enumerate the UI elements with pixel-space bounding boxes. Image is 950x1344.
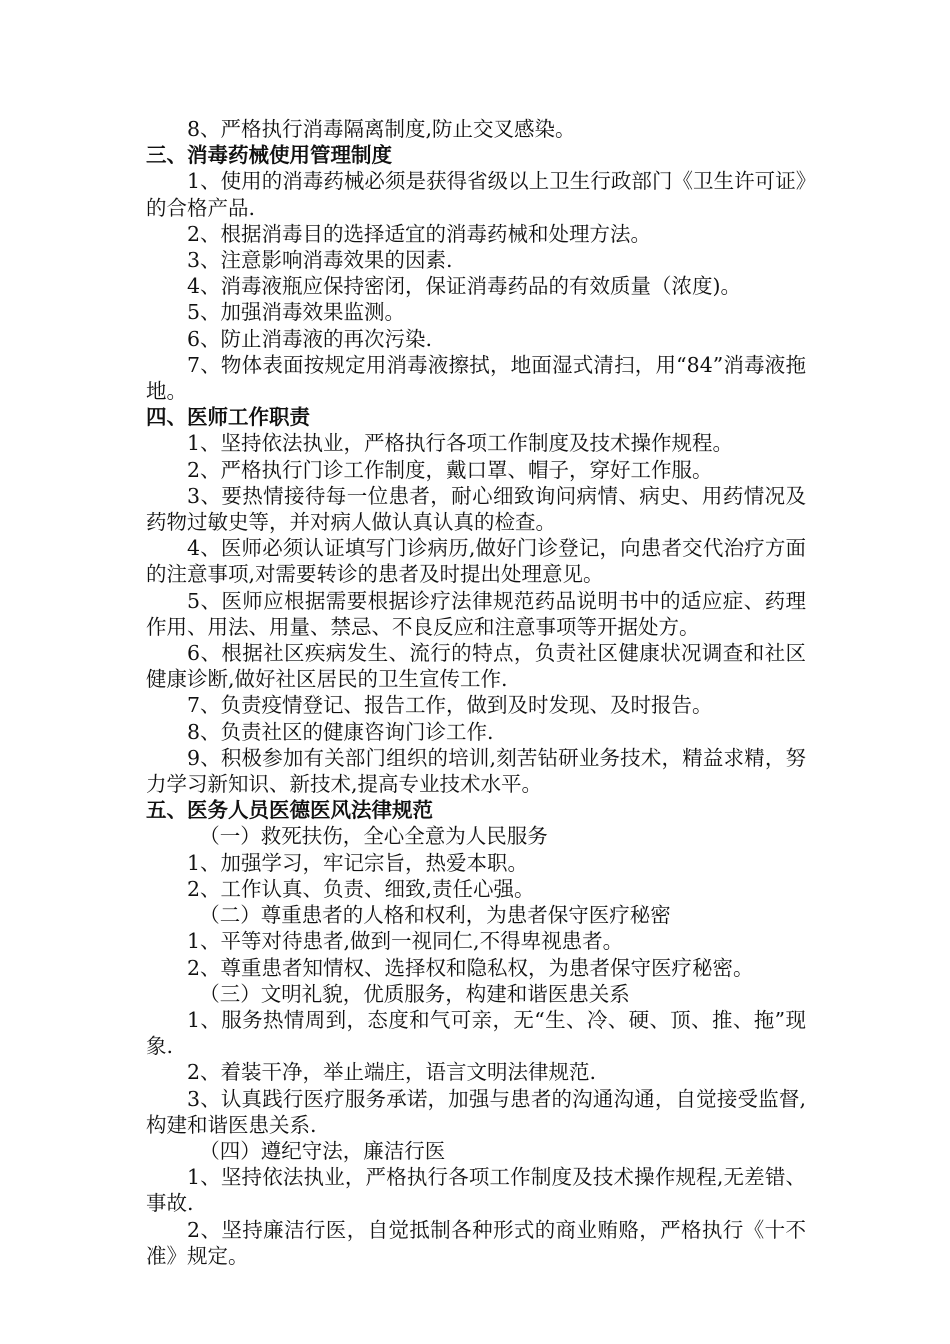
subsection-heading: （三）文明礼貌，优质服务，构建和谐医患关系 xyxy=(199,981,630,1006)
paragraph: 3、注意影响消毒效果的因素. xyxy=(187,248,453,273)
subsection-heading: （四）遵纪守法，廉洁行医 xyxy=(199,1138,446,1163)
subsection-heading: （二）尊重患者的人格和权利，为患者保守医疗秘密 xyxy=(199,903,671,928)
paragraph: 4、消毒液瓶应保持密闭，保证消毒药品的有效质量（浓度)。 xyxy=(187,274,742,299)
paragraph: 7、负责疫情登记、报告工作，做到及时发现、及时报告。 xyxy=(187,693,713,718)
paragraph: 2、着装干净，举止端庄，语言文明法律规范. xyxy=(187,1060,597,1085)
paragraph: 5、医师应根据需要根据诊疗法律规范药品说明书中的适应症、药理作用、用法、用量、禁忌、不良反应和注意事项等开据处方。 xyxy=(146,588,806,639)
paragraph: 4、医师必须认证填写门诊病历,做好门诊登记，向患者交代治疗方面的注意事项,对需要转诊的患者及时提出处理意见。 xyxy=(146,536,806,587)
paragraph: 2、严格执行门诊工作制度，戴口罩、帽子，穿好工作服。 xyxy=(187,457,713,482)
section-heading: 四、医师工作职责 xyxy=(146,405,310,430)
paragraph: 1、加强学习，牢记宗旨，热爱本职。 xyxy=(187,850,529,875)
paragraph: 5、加强消毒效果监测。 xyxy=(187,300,406,325)
paragraph: 7、物体表面按规定用消毒液擦拭，地面湿式清扫，用“84”消毒液拖地。 xyxy=(146,352,806,404)
paragraph: 1、平等对待患者,做到一视同仁,不得卑视患者。 xyxy=(187,929,624,954)
paragraph: 9、积极参加有关部门组织的培训,刻苦钻研业务技术，精益求精，努力学习新知识、新技术,提高专业技术水平。 xyxy=(146,745,806,797)
paragraph: 2、坚持廉洁行医，自觉抵制各种形式的商业贿赂，严格执行《十不准》规定。 xyxy=(146,1217,806,1268)
subsection-heading: （一）救死扶伤，全心全意为人民服务 xyxy=(199,824,548,849)
paragraph: 6、防止消毒液的再次污染. xyxy=(187,326,433,351)
paragraph: 1、坚持依法执业，严格执行各项工作制度及技术操作规程,无差错、事故. xyxy=(146,1165,806,1216)
paragraph: 8、严格执行消毒隔离制度,防止交叉感染。 xyxy=(187,117,576,141)
paragraph: 8、负责社区的健康咨询门诊工作. xyxy=(187,719,494,744)
document-page xyxy=(146,116,806,1269)
paragraph: 3、认真践行医疗服务承诺，加强与患者的沟通沟通，自觉接受监督,构建和谐医患关系. xyxy=(146,1086,806,1137)
paragraph: 2、尊重患者知情权、选择权和隐私权，为患者保守医疗秘密。 xyxy=(187,955,754,980)
paragraph: 6、根据社区疾病发生、流行的特点，负责社区健康状况调查和社区健康诊断,做好社区居民的卫生宣传工作. xyxy=(146,641,806,692)
paragraph: 1、服务热情周到，态度和气可亲，无“生、冷、硬、顶、推、拖”现象. xyxy=(146,1007,806,1059)
paragraph: 2、工作认真、负责、细致,责任心强。 xyxy=(187,876,535,901)
paragraph: 2、根据消毒目的选择适宜的消毒药械和处理方法。 xyxy=(187,221,652,246)
paragraph: 1、坚持依法执业，严格执行各项工作制度及技术操作规程。 xyxy=(187,431,734,456)
paragraph: 1、使用的消毒药械必须是获得省级以上卫生行政部门《卫生许可证》的合格产品. xyxy=(146,169,806,220)
section-heading: 三、消毒药械使用管理制度 xyxy=(146,143,392,168)
section-heading: 五、医务人员医德医风法律规范 xyxy=(146,798,433,823)
paragraph: 3、要热情接待每一位患者，耐心细致询问病情、病史、用药情况及药物过敏史等，并对病人做认真认真的检查。 xyxy=(146,483,806,535)
